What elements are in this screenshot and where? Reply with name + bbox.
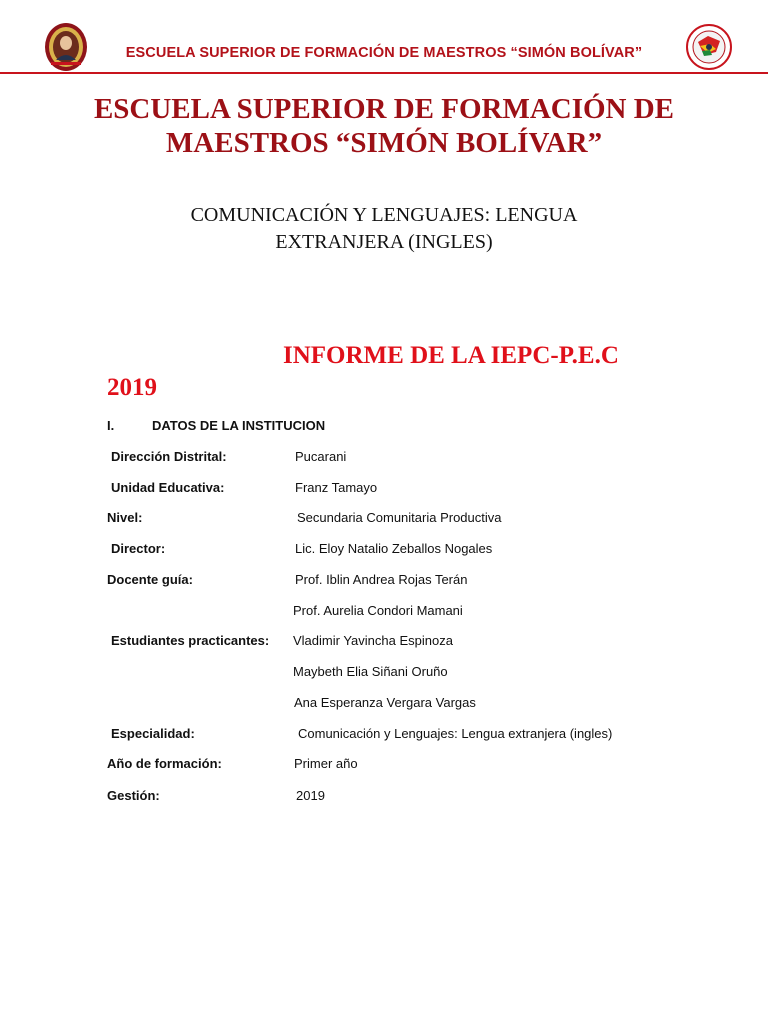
docente-value-1: Prof. Iblin Andrea Rojas Terán [295, 572, 468, 587]
docente-label: Docente guía: [107, 572, 193, 587]
report-year: 2019 [107, 374, 157, 401]
nivel-label: Nivel: [107, 510, 143, 525]
document-title-line-2: MAESTROS “SIMÓN BOLÍVAR” [165, 127, 603, 159]
gestion-label: Gestión: [107, 788, 160, 803]
estudiantes-label: Estudiantes practicantes: [111, 633, 270, 648]
section-heading-text: DATOS DE LA INSTITUCION [152, 418, 326, 433]
director-label: Director: [111, 541, 166, 556]
document-title [60, 92, 708, 160]
direccion-value: Pucarani [295, 449, 347, 464]
section-number: I. [107, 418, 115, 433]
nivel-value: Secundaria Comunitaria Productiva [297, 510, 502, 525]
document-subtitle-line-2: EXTRANJERA (INGLES) [275, 231, 493, 253]
institution-seal-logo [686, 22, 732, 72]
document-subtitle-line-1: COMUNICACIÓN Y LENGUAJES: LENGUA [190, 204, 578, 226]
especialidad-label: Especialidad: [111, 726, 195, 741]
unidad-label: Unidad Educativa: [111, 480, 225, 495]
especialidad-value: Comunicación y Lenguajes: Lengua extranjera (ingles) [298, 726, 613, 741]
page-header [0, 0, 768, 76]
director-value: Lic. Eloy Natalio Zeballos Nogales [295, 541, 493, 556]
estudiante-1: Vladimir Yavincha Espinoza [293, 633, 453, 648]
header-divider [0, 72, 768, 74]
report-title: INFORME DE LA IEPC-P.E.C [283, 342, 619, 369]
anio-label: Año de formación: [107, 756, 222, 771]
anio-value: Primer año [294, 756, 358, 771]
estudiante-2: Maybeth Elia Siñani Oruño [293, 664, 448, 679]
document-subtitle [100, 202, 668, 256]
direccion-label: Dirección Distrital: [111, 449, 227, 464]
gestion-value: 2019 [296, 788, 325, 803]
unidad-value: Franz Tamayo [295, 480, 378, 495]
document-title-line-1: ESCUELA SUPERIOR DE FORMACIÓN DE [93, 93, 675, 125]
header-title: ESCUELA SUPERIOR DE FORMACIÓN DE MAESTROS “SIMÓN BOLÍVAR” [125, 45, 643, 61]
estudiante-3: Ana Esperanza Vergara Vargas [294, 695, 476, 710]
docente-value-2: Prof. Aurelia Condori Mamani [293, 603, 463, 618]
